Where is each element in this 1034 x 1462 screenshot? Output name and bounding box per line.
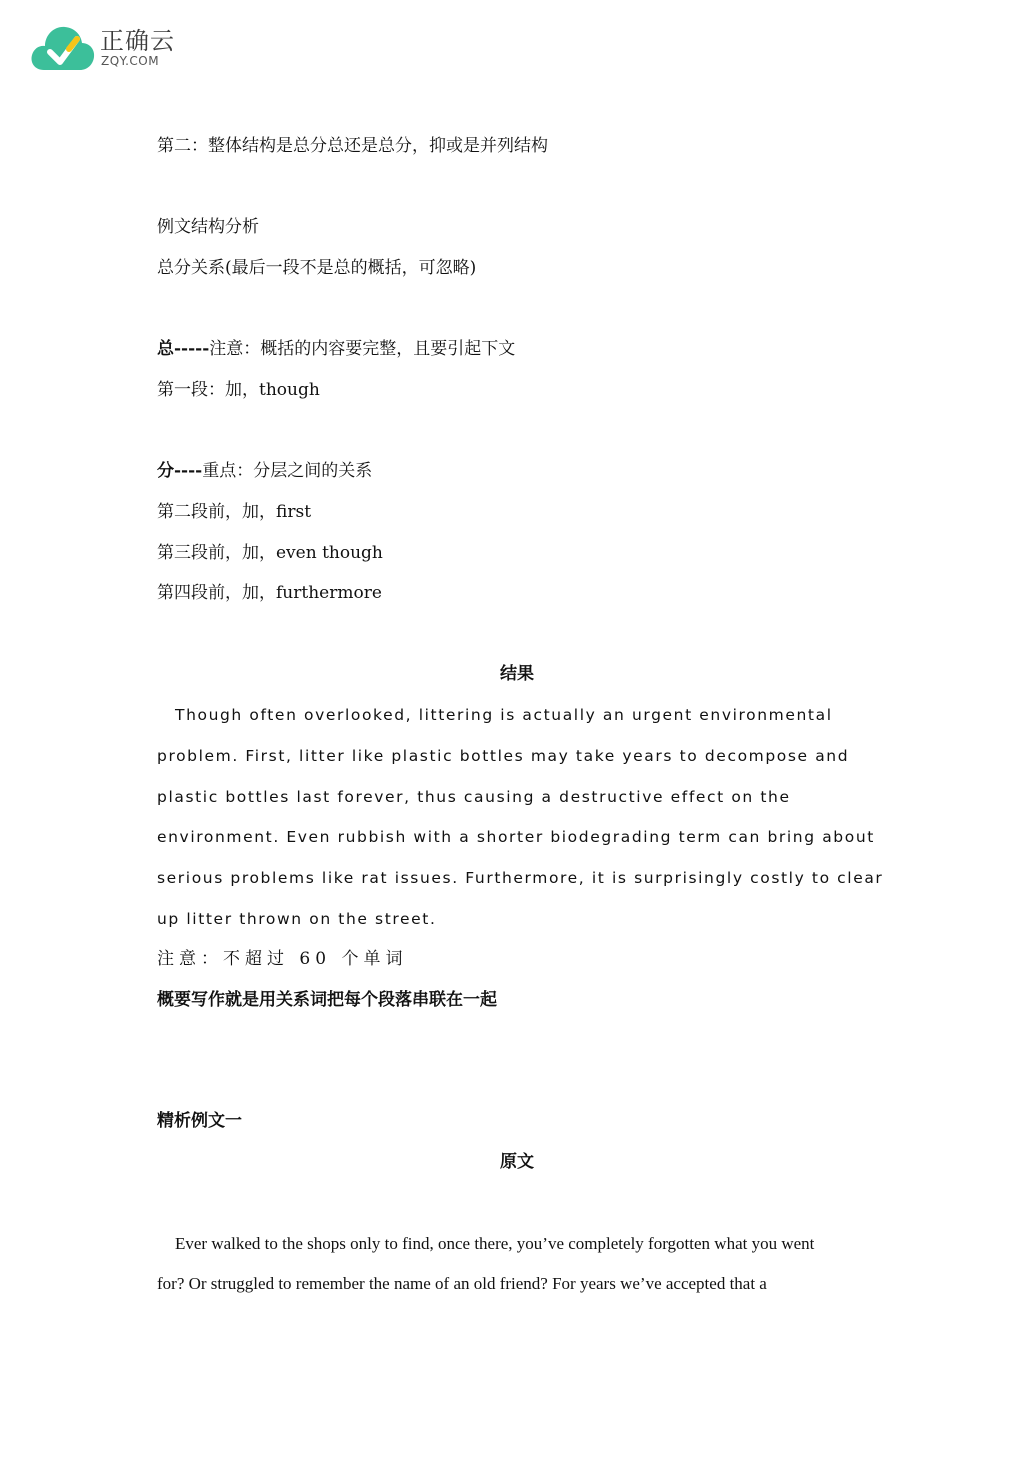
text-line xyxy=(157,460,372,482)
text-line: 总分关系(最后一段不是总的概括，可忽略) xyxy=(157,258,477,278)
result-heading: 结果 xyxy=(500,664,534,684)
logo-text-en: ZQY.COM xyxy=(101,54,160,68)
section-heading: 精析例文一 xyxy=(157,1111,242,1131)
paragraph-line: serious problems like rat issues. Furthermore, it is surprisingly costly to clear xyxy=(157,869,884,887)
paragraph-line: problem. First, litter like plastic bottles may take years to decompose and xyxy=(157,747,850,765)
zqy-logo xyxy=(30,22,190,74)
text-line: 第二段前，加，first xyxy=(157,502,312,522)
text-span: 注意：概括的内容要完整，且要引起下文 xyxy=(209,339,516,359)
text-line: 第一段：加，though xyxy=(157,380,320,400)
original-line: Ever walked to the shops only to find, once there, you’ve completely forgotten what you went xyxy=(175,1234,815,1253)
text-line xyxy=(157,338,515,360)
summary-tip: 概要写作就是用关系词把每个段落串联在一起 xyxy=(157,990,497,1010)
text-line: 例文结构分析 xyxy=(157,217,259,237)
original-line: for? Or struggled to remember the name of an old friend? For years we’ve accepted that a xyxy=(157,1274,767,1293)
cloud-check-icon xyxy=(30,22,96,74)
paragraph-line: environment. Even rubbish with a shorter biodegrading term can bring about xyxy=(157,828,875,846)
text-line: 第三段前，加，even though xyxy=(157,543,383,563)
bold-label: 分---- xyxy=(157,461,203,481)
logo-text-cn: 正确云 xyxy=(100,27,175,55)
paragraph-line: Though often overlooked, littering is actually an urgent environmental xyxy=(175,706,833,724)
text-span: 重点：分层之间的关系 xyxy=(202,461,373,481)
original-heading: 原文 xyxy=(500,1152,534,1172)
paragraph-line: plastic bottles last forever, thus causing a destructive effect on the xyxy=(157,788,791,806)
text-line: 第二：整体结构是总分总还是总分，抑或是并列结构 xyxy=(157,136,548,156)
text-line: 第四段前，加，furthermore xyxy=(157,583,382,603)
word-limit-note: 注意：不超过 60 个单词 xyxy=(157,949,408,969)
bold-label: 总----- xyxy=(157,339,210,359)
paragraph-line: up litter thrown on the street. xyxy=(157,910,437,928)
